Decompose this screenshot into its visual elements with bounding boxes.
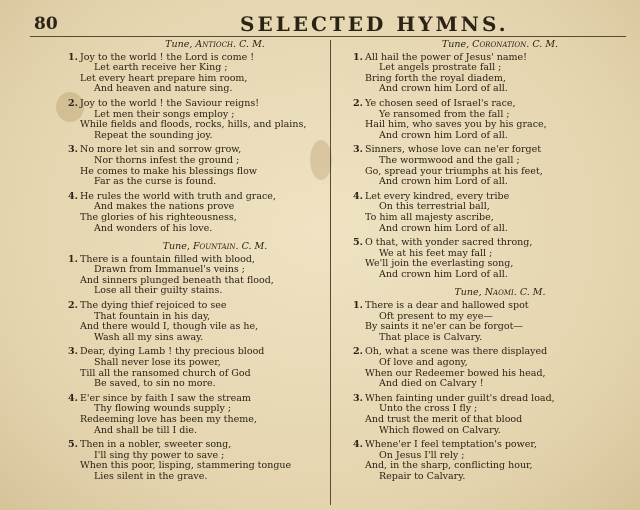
- verse: [355, 99, 640, 141]
- verse-number: 3.: [68, 144, 78, 156]
- verse-line: Let earth receive her King ;: [94, 62, 228, 74]
- left-column: [70, 40, 360, 487]
- verse-line: Drawn from Immanuel's veins ;: [94, 264, 245, 276]
- verse-line: And crown him Lord of all.: [379, 222, 508, 234]
- verse-line: I'll sing thy power to save ;: [94, 449, 225, 461]
- tune-name: Fountain.: [192, 241, 239, 253]
- verse: [70, 53, 360, 95]
- verse: [355, 53, 640, 95]
- tune-name: Coronation.: [472, 39, 530, 50]
- verse-line: There is a fountain filled with blood,: [80, 253, 255, 265]
- verse-line: O that, with yonder sacred throng,: [365, 237, 533, 249]
- verse-line: On Jesus I'll rely ;: [379, 449, 465, 461]
- meter: C. M.: [239, 39, 265, 50]
- verse-line: Far as the curse is found.: [94, 176, 217, 188]
- verse: [355, 440, 640, 482]
- verse: [70, 255, 360, 297]
- verse-number: 5.: [68, 439, 78, 451]
- verse-number: 2.: [353, 346, 363, 358]
- verse-number: 4.: [68, 392, 78, 404]
- verse-line: All hail the power of Jesus' name!: [365, 51, 527, 63]
- page-header: [0, 12, 640, 38]
- verse-line: Be saved, to sin no more.: [94, 378, 216, 390]
- verse-line: Repair to Calvary.: [379, 470, 466, 482]
- verse-line: No more let sin and sorrow grow,: [80, 144, 242, 156]
- verse-line: Nor thorns infest the ground ;: [94, 154, 240, 166]
- tune-name: Antioch.: [195, 39, 237, 50]
- verse-number: 1.: [353, 51, 363, 63]
- hymn: [70, 40, 360, 234]
- verse: [70, 440, 360, 482]
- verse-line: And trust the merit of that blood: [365, 414, 523, 425]
- verse-line: While fields and floods, rocks, hills, and plains,: [80, 119, 307, 131]
- tune-prefix: Tune,: [454, 287, 482, 299]
- verse-number: 1.: [68, 51, 78, 63]
- verse-line: We'll join the everlasting song,: [365, 258, 514, 270]
- verse-line: Bring forth the royal diadem,: [365, 72, 506, 84]
- verse-line: Till all the ransomed church of God: [80, 367, 251, 379]
- verse-line: And sinners plunged beneath that flood,: [80, 274, 274, 286]
- verse: [355, 192, 640, 234]
- verse: [70, 99, 360, 141]
- verse-line: Repeat the sounding joy.: [94, 129, 213, 141]
- verse: [355, 145, 640, 187]
- verse-number: 4.: [353, 190, 363, 202]
- verse-line: Of love and agony,: [379, 357, 468, 369]
- tune-prefix: Tune,: [165, 39, 193, 50]
- tune-prefix: Tune,: [162, 241, 190, 253]
- verse-line: Thy flowing wounds supply ;: [94, 403, 232, 415]
- verse: [355, 347, 640, 389]
- verse-line: Joy to the world ! the Lord is come !: [80, 51, 255, 63]
- hymn-heading: [355, 288, 640, 299]
- header-rule: [30, 36, 626, 37]
- verse-line: The wormwood and the gall ;: [379, 154, 520, 166]
- verse-line: The glories of his righteousness,: [80, 211, 237, 223]
- verse: [355, 238, 640, 280]
- verse-number: 1.: [353, 300, 363, 312]
- verse-line: Let men their songs employ ;: [94, 108, 235, 120]
- verse-line: Oh, what a scene was there displayed: [365, 346, 548, 358]
- right-column: [355, 40, 640, 487]
- hymn-heading: [70, 40, 360, 51]
- meter: C. M.: [519, 287, 546, 299]
- verse-line: He comes to make his blessings flow: [80, 165, 257, 177]
- verse-line: Dear, dying Lamb ! thy precious blood: [80, 346, 265, 358]
- verse-number: 3.: [353, 392, 363, 404]
- page-number: 80: [34, 14, 58, 34]
- verse-number: 4.: [353, 439, 363, 451]
- verse-line: Oft present to my eye—: [379, 310, 493, 322]
- verse-line: And wonders of his love.: [94, 222, 213, 234]
- verse-line: On this terrestrial ball,: [379, 201, 490, 213]
- verse-number: 1.: [68, 253, 78, 265]
- verse: [355, 301, 640, 343]
- verse-line: Lies silent in the grave.: [94, 470, 208, 482]
- verse-line: When fainting under guilt's dread load,: [365, 392, 555, 404]
- verse-line: And died on Calvary !: [379, 378, 484, 390]
- verse-number: 4.: [68, 190, 78, 202]
- verse-line: Unto the cross I fly ;: [379, 403, 478, 415]
- verse-line: And crown him Lord of all.: [379, 129, 508, 141]
- verse-line: To him all majesty ascribe,: [365, 211, 494, 223]
- verse-line: And heaven and nature sing.: [94, 83, 233, 95]
- verse: [70, 145, 360, 187]
- verse-line: And makes the nations prove: [94, 201, 235, 213]
- verse-line: He rules the world with truth and grace,: [80, 190, 276, 202]
- tune-prefix: Tune,: [441, 39, 470, 50]
- verse-line: Ye ransomed from the fall ;: [379, 108, 510, 120]
- verse-line: Shall never lose its power,: [94, 357, 221, 369]
- verse-number: 3.: [353, 144, 363, 156]
- verse-line: Ye chosen seed of Israel's race,: [365, 97, 516, 109]
- verse-line: That fountain in his day,: [94, 310, 211, 322]
- hymn: [355, 288, 640, 482]
- meter: C. M.: [532, 39, 559, 50]
- hymn-heading: [355, 40, 640, 51]
- hymn: [355, 40, 640, 280]
- tune-name: Naomi.: [484, 287, 517, 299]
- verse-line: And crown him Lord of all.: [379, 268, 508, 280]
- hymn-heading: [70, 242, 360, 253]
- verse-line: By saints it ne'er can be forgot—: [365, 321, 523, 333]
- verse-number: 2.: [68, 300, 78, 312]
- verse-line: Go, spread your triumphs at his feet,: [365, 165, 543, 177]
- verse-line: Redeeming love has been my theme,: [80, 414, 257, 425]
- verse-line: E'er since by faith I saw the stream: [80, 392, 251, 404]
- verse: [70, 192, 360, 234]
- verse-line: Which flowed on Calvary.: [379, 424, 501, 436]
- verse-line: The dying thief rejoiced to see: [80, 300, 227, 312]
- verse-line: And there would I, though vile as he,: [80, 321, 259, 333]
- verse-line: When our Redeemer bowed his head,: [365, 367, 546, 379]
- verse-line: When this poor, lisping, stammering tongue: [80, 460, 292, 472]
- verse-line: And, in the sharp, conflicting hour,: [365, 460, 533, 472]
- verse-line: Let every heart prepare him room,: [80, 72, 248, 84]
- verse: [70, 347, 360, 389]
- verse-line: That place is Calvary.: [379, 331, 483, 343]
- verse-number: 2.: [353, 97, 363, 109]
- verse-line: Lose all their guilty stains.: [94, 285, 223, 297]
- verse: [355, 394, 640, 436]
- verse-line: We at his feet may fall ;: [379, 247, 493, 259]
- running-title: SELECTED HYMNS.: [240, 12, 509, 36]
- verse-number: 2.: [68, 97, 78, 109]
- verse-line: Joy to the world ! the Saviour reigns!: [80, 97, 260, 109]
- verse-line: Let angels prostrate fall ;: [379, 62, 502, 74]
- hymn: [70, 242, 360, 482]
- verse-line: Whene'er I feel temptation's power,: [365, 439, 537, 451]
- verse-line: Let every kindred, every tribe: [365, 190, 510, 202]
- verse-line: And crown him Lord of all.: [379, 176, 508, 188]
- verse-line: Hail him, who saves you by his grace,: [365, 119, 547, 131]
- verse-number: 5.: [353, 237, 363, 249]
- verse-line: Sinners, whose love can ne'er forget: [365, 144, 542, 156]
- verse-number: 3.: [68, 346, 78, 358]
- meter: C. M.: [241, 241, 268, 253]
- verse-line: There is a dear and hallowed spot: [365, 300, 529, 312]
- verse-line: And shall be till I die.: [94, 424, 198, 436]
- verse-line: Wash all my sins away.: [94, 331, 204, 343]
- verse: [70, 394, 360, 436]
- verse-line: And crown him Lord of all.: [379, 83, 508, 95]
- verse-line: Then in a nobler, sweeter song,: [80, 439, 232, 451]
- verse: [70, 301, 360, 343]
